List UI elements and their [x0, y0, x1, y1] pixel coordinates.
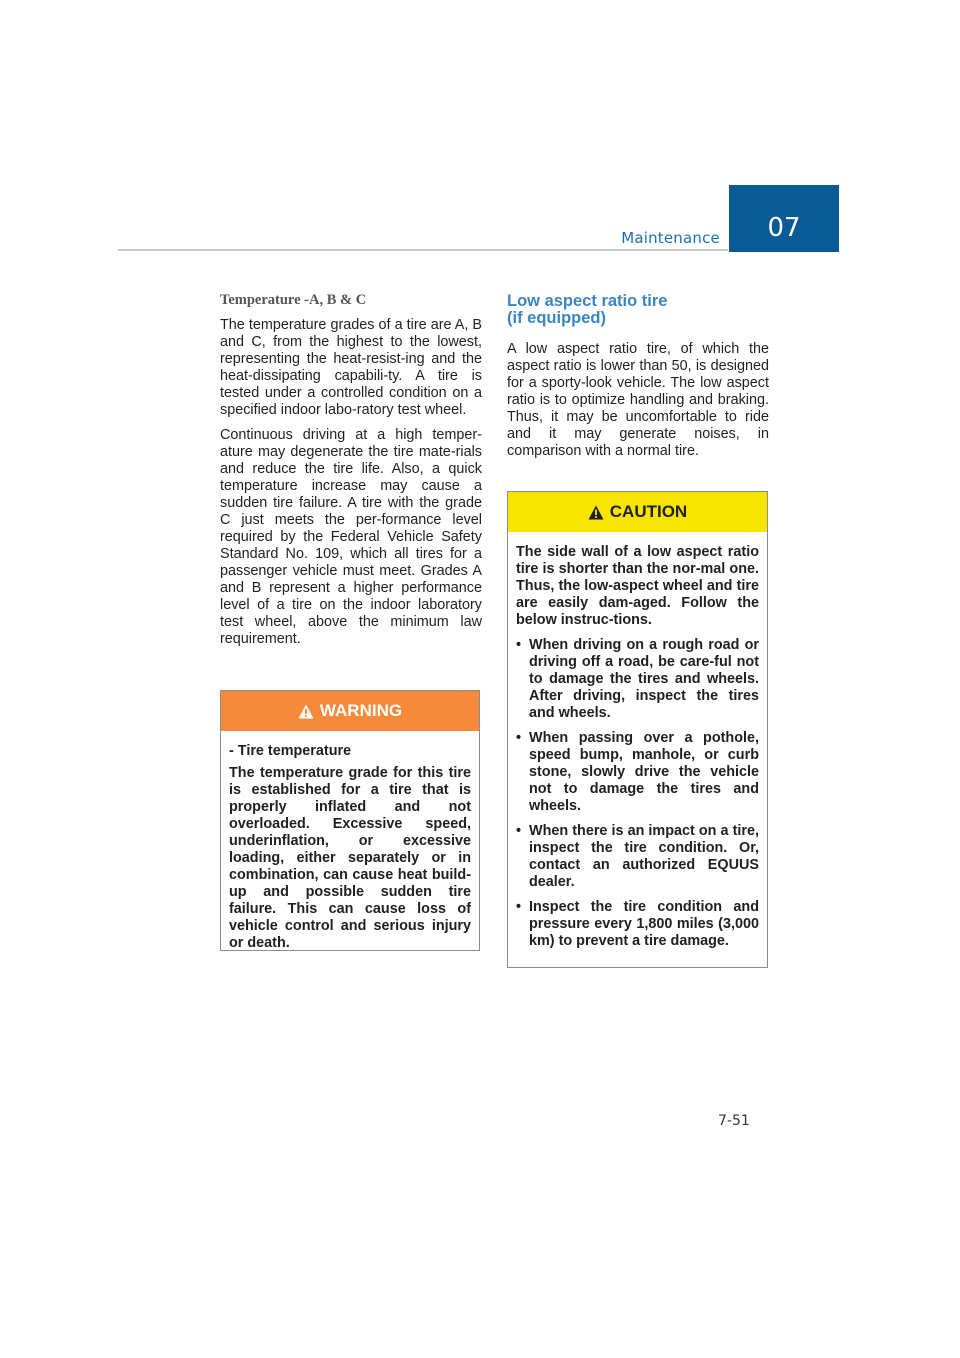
caution-label: CAUTION: [609, 502, 688, 521]
caution-bullet: • When driving on a rough road or driving off a road, be care-ful not to damage the tires and wheels. After driving, inspect the tires and wheels.: [516, 637, 759, 722]
warning-triangle-icon: [588, 505, 604, 520]
caution-body: [508, 532, 767, 950]
low-aspect-heading-line-1: Low aspect ratio tire: [507, 292, 668, 310]
warning-body: [221, 731, 479, 952]
warning-title: - Tire temperature: [229, 743, 352, 759]
low-aspect-paragraph: A low aspect ratio tire, of which the aspect ratio is lower than 50, is designed for a sporty-look vehicle. The low aspect ratio is to optimize handling and braking. Thus, it may be uncomfortable to ride and it may generate noises, in comparison with a normal tire.: [507, 341, 769, 459]
temperature-paragraph-2: Continuous driving at a high temper-ature may degenerate the tire mate-rials and reduce the tire life. Also, a quick temperature increase may cause a sudden tire failure. A tire with the grade C just meets the per-formance level required by the Federal Vehicle Safety Standard No. 109, which all tires for a passenger vehicle must meet. Grades A and B represent a higher performance level of a tire on the indoor laboratory test wheel, above the minimum law requirement.: [220, 427, 482, 647]
warning-triangle-icon: [298, 704, 314, 719]
chapter-number: 07: [767, 213, 801, 243]
temperature-subheading: Temperature -A, B & C: [220, 292, 367, 308]
warning-header: [221, 691, 479, 731]
temperature-paragraph-1: The temperature grades of a tire are A, B and C, from the highest to the lowest, representing the heat-resist-ing and the heat-dissipating capabili-ty. A tire is tested under a controlled condition on a specified indoor labo-ratory test wheel.: [220, 317, 482, 418]
left-column: [220, 292, 482, 656]
section-title: Maintenance: [621, 229, 720, 247]
warning-text: The temperature grade for this tire is established for a tire that is properly inflated and not overloaded. Excessive speed, underinflation, or excessive loading, either separately or in combination, can cause heat build-up and possible sudden tire failure. This can cause loss of vehicle control and serious injury or death.: [229, 765, 471, 951]
caution-bullet: • When passing over a pothole, speed bump, manhole, or curb stone, slowly drive the vehicle not to damage the tires and wheels.: [516, 730, 759, 815]
low-aspect-heading: [507, 293, 769, 327]
page-number: 7-51: [718, 1113, 750, 1129]
caution-box: [507, 491, 768, 968]
warning-label: WARNING: [319, 701, 403, 720]
header-rule: [118, 249, 728, 251]
caution-header: [508, 492, 767, 532]
caution-intro: The side wall of a low aspect ratio tire is shorter than the nor-mal one. Thus, the low-aspect wheel and tire are easily dam-aged. Follow the below instruc-tions.: [516, 544, 759, 628]
caution-bullet-list: [516, 637, 759, 950]
warning-box: [220, 690, 480, 951]
low-aspect-heading-line-2: (if equipped): [507, 309, 606, 327]
caution-bullet: • When there is an impact on a tire, inspect the tire condition. Or, contact an authorized EQUUS dealer.: [516, 823, 759, 891]
chapter-tab: [729, 185, 839, 252]
caution-bullet: • Inspect the tire condition and pressure every 1,800 miles (3,000 km) to prevent a tire damage.: [516, 899, 759, 950]
right-column: [507, 292, 769, 468]
